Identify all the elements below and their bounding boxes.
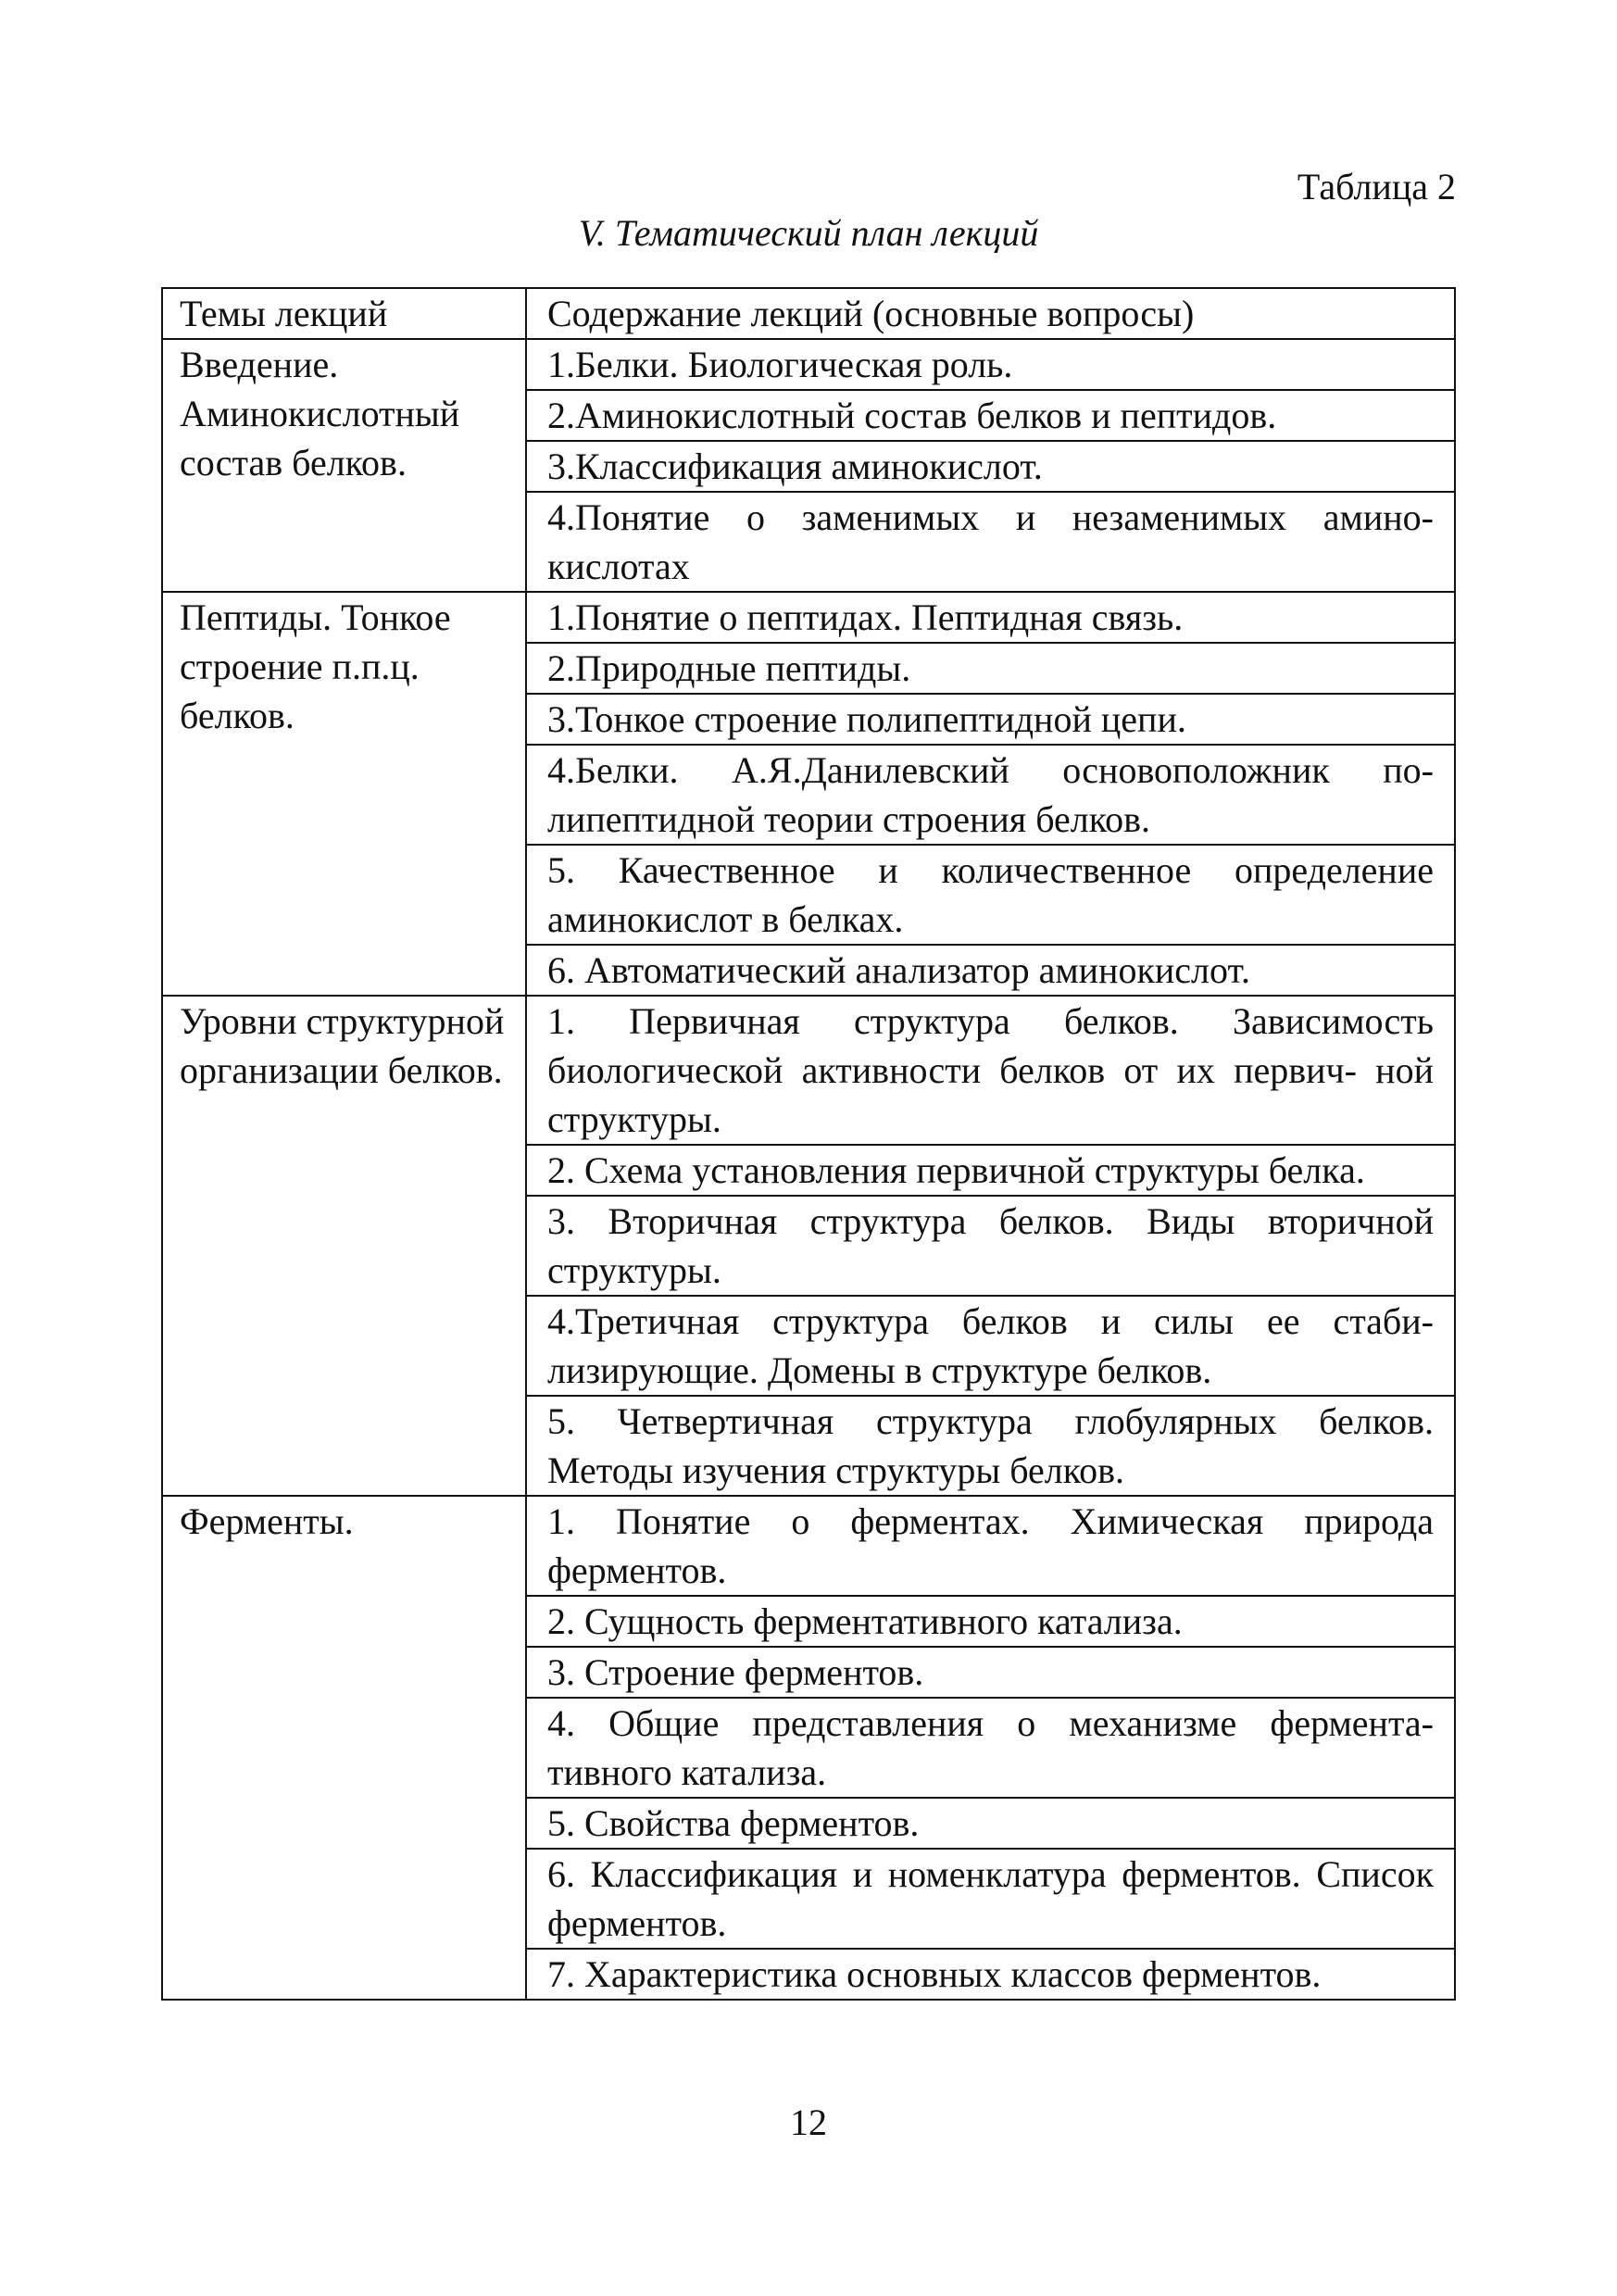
page-heading: V. Тематический план лекций	[578, 212, 1039, 254]
page-number: 12	[790, 2102, 827, 2143]
content-cell: 3.Тонкое строение полипептидной цепи.	[526, 694, 1455, 745]
content-cell: 6. Автоматический анализатор аминокислот.	[526, 945, 1455, 996]
table-row	[162, 1496, 1455, 1596]
topic-cell: Уровни структурной организации белков.	[162, 996, 526, 1496]
lecture-plan-body	[162, 288, 1455, 2000]
content-cell: 4. Общие представления о механизме фермента- тивного катализа.	[526, 1698, 1455, 1798]
content-cell: 4.Третичная структура белков и силы ее стаби- лизирующие. Домены в структуре белков.	[526, 1296, 1455, 1396]
content-cell: 3. Вторичная структура белков. Виды вторичной структуры.	[526, 1196, 1455, 1296]
table-row	[162, 996, 1455, 1145]
content-cell: 3.Классификация аминокислот.	[526, 441, 1455, 492]
header-content-cell: Содержание лекций (основные вопросы)	[526, 288, 1455, 339]
table-row	[162, 592, 1455, 643]
table-row	[162, 339, 1455, 390]
content-cell: 7. Характеристика основных классов ферментов.	[526, 1949, 1455, 2000]
content-cell: 5. Качественное и количественное определение аминокислот в белках.	[526, 845, 1455, 945]
content-cell: 5. Четвертичная структура глобулярных белков. Методы изучения структуры белков.	[526, 1396, 1455, 1496]
content-cell: 2.Природные пептиды.	[526, 643, 1455, 694]
content-cell: 4.Понятие о заменимых и незаменимых амино- кислотах	[526, 492, 1455, 592]
content-cell: 1. Первичная структура белков. Зависимость биологической активности белков от их первич- ной структуры.	[526, 996, 1455, 1145]
table-label: Таблица 2	[1297, 166, 1456, 207]
content-cell: 3. Строение ферментов.	[526, 1647, 1455, 1698]
header-topic-cell: Темы лекций	[162, 288, 526, 339]
content-cell: 6. Классификация и номенклатура ферментов. Список ферментов.	[526, 1849, 1455, 1949]
content-cell: 1.Понятие о пептидах. Пептидная связь.	[526, 592, 1455, 643]
lecture-plan-table	[161, 287, 1456, 2001]
content-cell: 2. Сущность ферментативного катализа.	[526, 1596, 1455, 1647]
content-cell: 1. Понятие о ферментах. Химическая природа ферментов.	[526, 1496, 1455, 1596]
content-cell: 4.Белки. А.Я.Данилевский основоположник по- липептидной теории строения белков.	[526, 745, 1455, 845]
content-cell: 5. Свойства ферментов.	[526, 1798, 1455, 1849]
table-header-row	[162, 288, 1455, 339]
content-cell: 2. Схема установления первичной структуры белка.	[526, 1145, 1455, 1196]
content-cell: 1.Белки. Биологическая роль.	[526, 339, 1455, 390]
topic-cell: Введение. Аминокислотный состав белков.	[162, 339, 526, 592]
topic-cell: Пептиды. Тонкое строение п.п.ц. белков.	[162, 592, 526, 996]
topic-cell: Ферменты.	[162, 1496, 526, 2000]
content-cell: 2.Аминокислотный состав белков и пептидов.	[526, 390, 1455, 441]
